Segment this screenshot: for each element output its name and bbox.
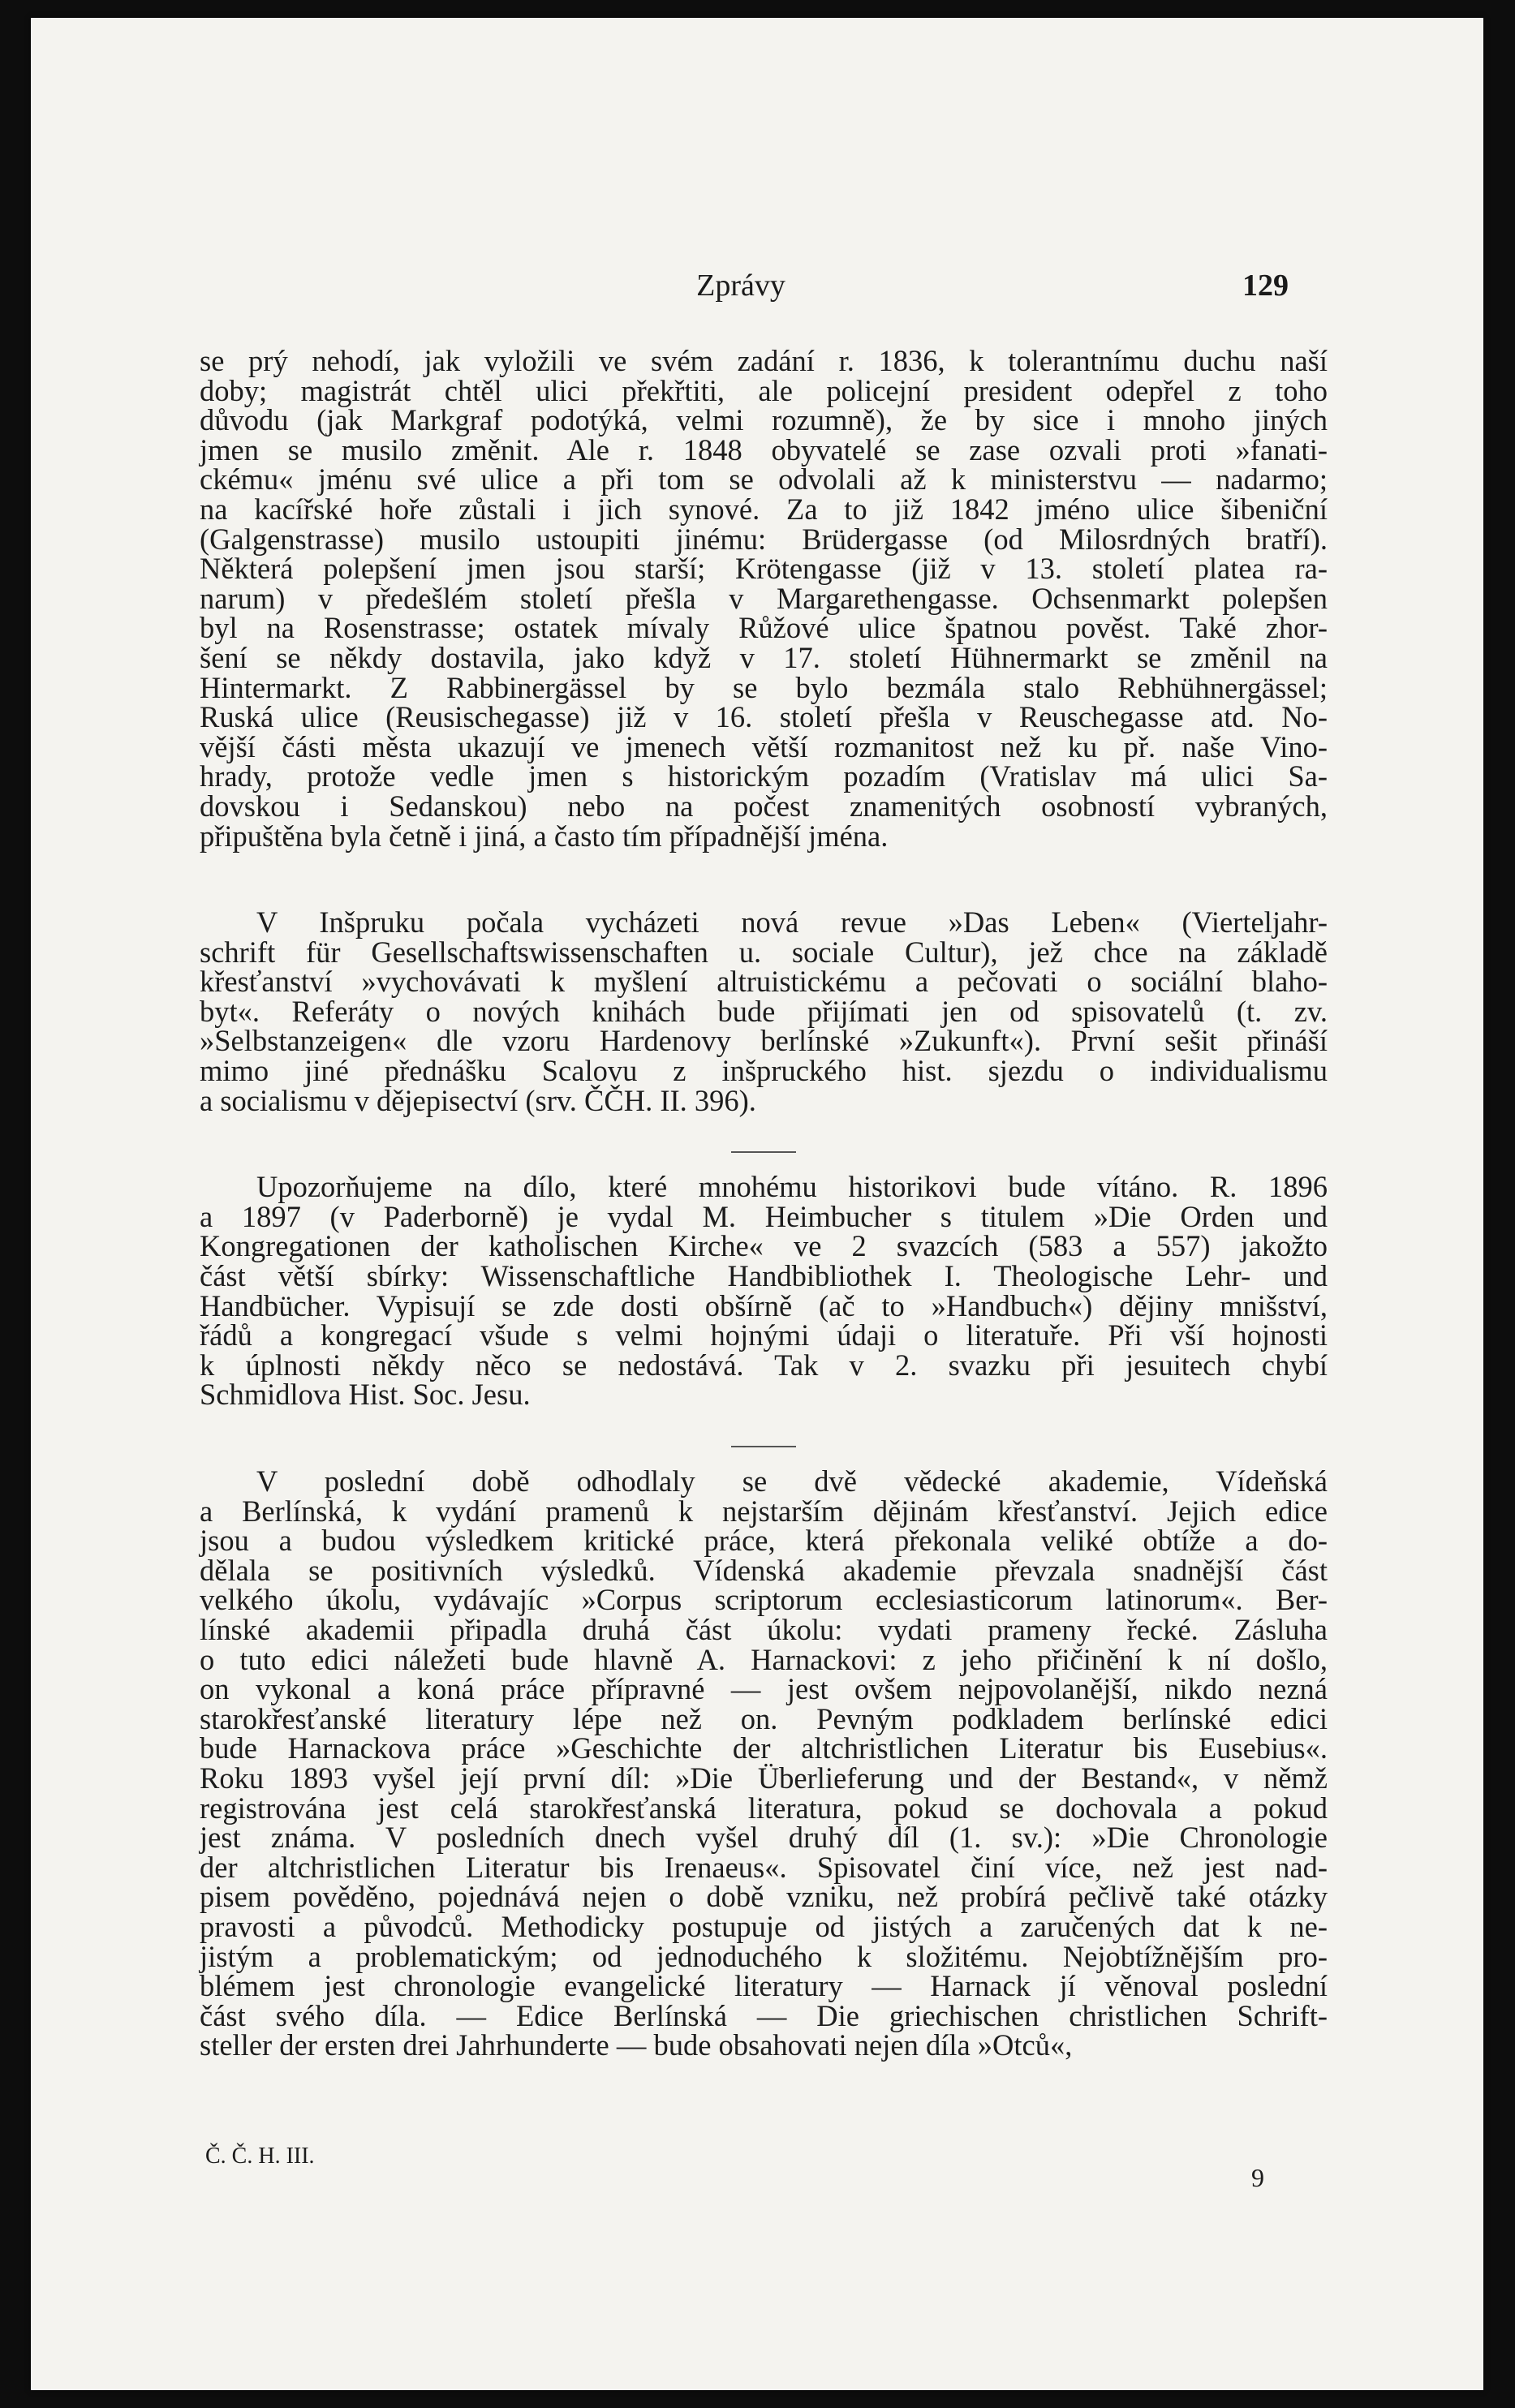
text-line: der altchristlichen Literatur bis Irenaeus«. Spisovatel činí více, než jest nad- — [200, 1850, 1328, 1884]
running-head: Zprávy — [696, 269, 785, 303]
paragraph — [200, 1172, 1328, 1410]
page-header — [193, 268, 1289, 308]
text-line: dělala se positivních výsledků. Vídenská akademie převzala snadnější část — [200, 1553, 1328, 1587]
text-line: jest známa. V posledních dnech vyšel druhý díl (1. sv.): »Die Chronologie — [200, 1821, 1328, 1855]
paragraph — [200, 346, 1328, 851]
text-line: a 1897 (v Paderborně) je vydal M. Heimbucher s titulem »Die Orden und — [200, 1199, 1328, 1233]
body-text — [200, 346, 1328, 2061]
text-line: »Selbstanzeigen« dle vzoru Hardenovy berlínské »Zukunft«). První sešit přináší — [200, 1024, 1328, 1058]
text-line: Hintermarkt. Z Rabbinergässel by se bylo bezmála stalo Rebhühnergässel; — [200, 670, 1328, 704]
text-line: pravosti a původců. Methodicky postupuje od jistých a zaručených dat k ne- — [200, 1909, 1328, 1943]
sheet-number: 9 — [1251, 2163, 1264, 2192]
text-line: blémem jest chronologie evangelické literatury — Harnack jí věnoval poslední — [200, 1969, 1328, 2003]
text-line: steller der ersten drei Jahrhunderte — bude obsahovati nejen díla »Otců«, — [200, 2028, 1073, 2062]
text-line: schrift für Gesellschaftswissenschaften u. sociale Cultur), jež chce na základě — [200, 935, 1328, 969]
text-line: na kacířské hoře zůstali i jich synové. Za to již 1842 jméno ulice šibeniční — [200, 492, 1328, 526]
scanned-page — [31, 18, 1483, 2390]
text-line: V Inšpruku počala vycházeti nová revue »Das Leben« (Vierteljahr- — [256, 905, 1328, 940]
text-line: Roku 1893 vyšel její první díl: »Die Überlieferung und der Bestand«, v němž — [200, 1761, 1328, 1795]
separator-rule — [731, 1446, 796, 1447]
text-line: byl na Rosenstrasse; ostatek mívaly Růžové ulice špatnou pověst. Také zhor- — [200, 611, 1328, 645]
text-line: Schmidlova Hist. Soc. Jesu. — [200, 1378, 531, 1412]
text-line: jsou a budou výsledkem kritické práce, která překonala veliké obtíže a do- — [200, 1524, 1328, 1558]
text-line: velkého úkolu, vydávajíc »Corpus scriptorum ecclesiasticorum latinorum«. Ber- — [200, 1583, 1328, 1617]
text-line: bude Harnackova práce »Geschichte der altchristlichen Literatur bis Eusebius«. — [200, 1731, 1328, 1765]
signature-mark: Č. Č. H. III. — [205, 2144, 315, 2169]
text-line: on vykonal a koná práce přípravné — jest ovšem nejpovolanější, nikdo nezná — [200, 1672, 1328, 1706]
text-line: byt«. Referáty o nových knihách bude přijímati jen od spisovatelů (t. zv. — [200, 994, 1328, 1028]
text-line: narum) v předešlém století přešla v Margarethengasse. Ochsenmarkt polepšen — [200, 581, 1328, 615]
page-number: 129 — [1242, 269, 1289, 303]
text-line: a Berlínská, k vydání pramenů k nejstarším dějinám křesťanství. Jejich edice — [200, 1494, 1328, 1528]
text-line: starokřesťanské literatury lépe než on. Pevným podkladem berlínské edici — [200, 1701, 1328, 1735]
text-line: připuštěna byla četně i jiná, a často tím případnější jména. — [200, 819, 889, 853]
text-line: V poslední době odhodlaly se dvě vědecké akademie, Vídeňská — [256, 1464, 1328, 1498]
text-line: Kongregationen der katholischen Kirche« ve 2 svazcích (583 a 557) jakožto — [200, 1229, 1328, 1263]
text-line: řádů a kongregací všude s velmi hojnými údaji o literatuře. Při vší hojnosti — [200, 1318, 1328, 1352]
text-line: Některá polepšení jmen jsou starší; Krötengasse (již v 13. století platea ra- — [200, 552, 1328, 586]
text-line: jmen se musilo změnit. Ale r. 1848 obyvatelé se zase ozvali proti »fanati- — [200, 432, 1328, 467]
text-line: línské akademii připadla druhá část úkolu: vydati prameny řecké. Zásluha — [200, 1612, 1328, 1646]
text-line: křesťanství »vychovávati k myšlení altruistickému a pečovati o sociální blaho- — [200, 965, 1328, 999]
text-line: šení se někdy dostavila, jako když v 17. století Hühnermarkt se změnil na — [200, 640, 1328, 674]
text-line: se prý nehodí, jak vyložili ve svém zadání r. 1836, k tolerantnímu duchu naší — [200, 344, 1328, 377]
text-line: a socialismu v dějepisectví (srv. ČČH. II. 396). — [200, 1083, 756, 1117]
text-line: mimo jiné přednášku Scalovu z inšpruckého hist. sjezdu o individualismu — [200, 1054, 1328, 1088]
paragraph-separator — [200, 1116, 1328, 1172]
paragraph — [200, 905, 1328, 1117]
text-line: jistým a problematickým; od jednoduchého k složitému. Nejobtížnějším pro- — [200, 1939, 1328, 1973]
text-line: o tuto edici náležeti bude hlavně A. Harnackovi: z jeho přičinění k ní došlo, — [200, 1642, 1328, 1676]
text-line: pisem pověděno, pojednává nejen o době vzniku, než probírá pečlivě také otázky — [200, 1880, 1328, 1914]
text-line: doby; magistrát chtěl ulici překřtiti, ale policejní president odepřel z toho — [200, 373, 1328, 407]
text-line: k úplnosti někdy něco se nedostává. Tak v 2. svazku při jesuitech chybí — [200, 1348, 1328, 1382]
text-line: vější části města ukazují ve jmenech větší rozmanitost než ku př. naše Vino- — [200, 729, 1328, 763]
text-line: část větší sbírky: Wissenschaftliche Handbibliothek I. Theologische Lehr- und — [200, 1259, 1328, 1293]
text-line: dovskou i Sedanskou) nebo na počest znamenitých osobností vybraných, — [200, 789, 1328, 823]
separator-rule — [731, 1151, 796, 1153]
text-line: ckému« jménu své ulice a při tom se odvolali až k ministerstvu — nadarmo; — [200, 462, 1328, 497]
text-line: hrady, protože vedle jmen s historickým pozadím (Vratislav má ulici Sa- — [200, 759, 1328, 793]
text-line: Upozorňujeme na dílo, které mnohému historikovi bude vítáno. R. 1896 — [256, 1170, 1328, 1204]
text-line: (Galgenstrasse) musilo ustoupiti jinému: Brüdergasse (od Milosrdných bratří). — [200, 522, 1328, 556]
paragraph-separator — [200, 1410, 1328, 1467]
paragraph-separator — [200, 851, 1328, 908]
text-line: část svého díla. — Edice Berlínská — Die griechischen christlichen Schrift- — [200, 1998, 1328, 2032]
text-line: Ruská ulice (Reusischegasse) již v 16. století přešla v Reuschegasse atd. No- — [200, 700, 1328, 734]
text-line: důvodu (jak Markgraf podotýká, velmi rozumně), že by sice i mnoho jiných — [200, 403, 1328, 437]
text-line: Handbücher. Vypisují se zde dosti obšírně (ač to »Handbuch«) dějiny mnišství, — [200, 1288, 1328, 1322]
paragraph — [200, 1464, 1328, 2062]
text-line: registrována jest celá starokřesťanská literatura, pokud se dochovala a pokud — [200, 1791, 1328, 1825]
